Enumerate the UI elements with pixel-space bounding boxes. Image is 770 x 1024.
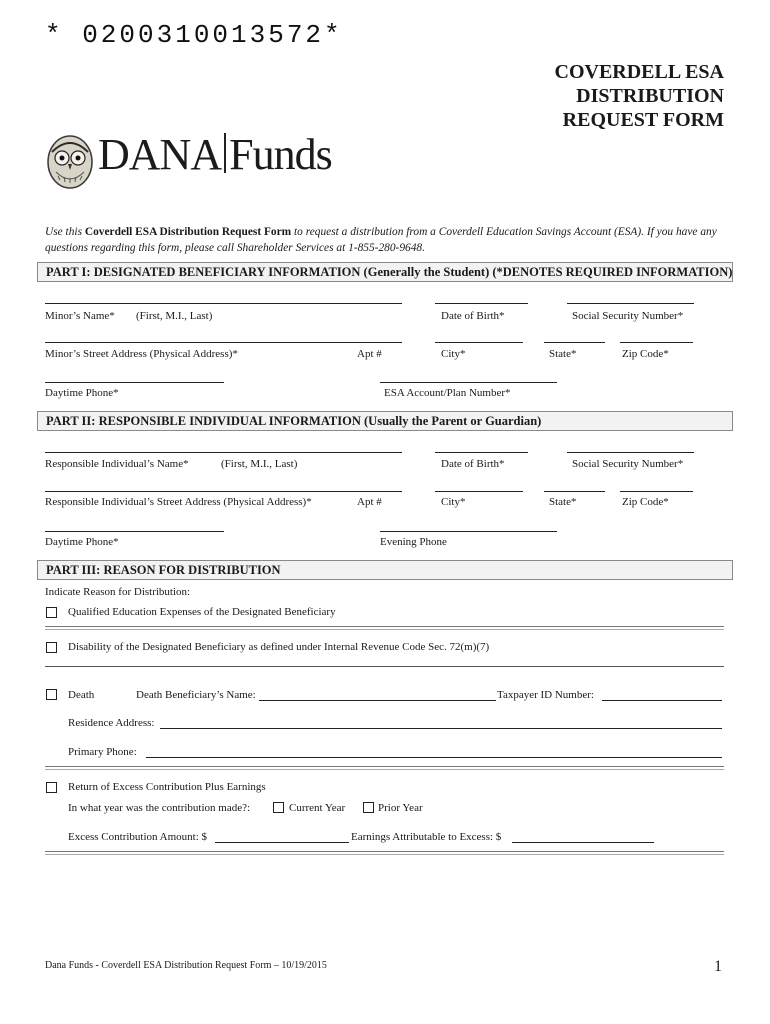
resp-apt-label: Apt # xyxy=(357,496,382,508)
excess-contribution-checkbox[interactable] xyxy=(46,782,57,793)
death-beneficiary-name-label: Death Beneficiary’s Name: xyxy=(136,689,256,701)
owl-icon xyxy=(44,130,96,190)
minor-zip-field[interactable] xyxy=(620,342,693,343)
minor-dob-label: Date of Birth* xyxy=(441,310,505,322)
resp-street-label: Responsible Individual’s Street Address (Physical Address)* xyxy=(45,496,312,508)
logo-text-dana: DANA xyxy=(98,130,222,179)
resp-evening-phone-field[interactable] xyxy=(380,531,557,532)
part2-heading: PART II: RESPONSIBLE INDIVIDUAL INFORMATION (Usually the Parent or Guardian) xyxy=(46,414,542,428)
minor-state-field[interactable] xyxy=(544,342,605,343)
minor-state-label: State* xyxy=(549,348,577,360)
resp-day-phone-label: Daytime Phone* xyxy=(45,536,119,548)
resp-city-label: City* xyxy=(441,496,466,508)
form-title-line-1: COVERDELL ESA xyxy=(554,61,724,83)
disability-label: Disability of the Designated Beneficiary as defined under Internal Revenue Code Sec. 72(m)(7) xyxy=(68,641,490,653)
current-year-checkbox[interactable] xyxy=(273,802,284,813)
intro-text xyxy=(45,224,735,256)
page-number: 1 xyxy=(714,958,722,975)
part1-header xyxy=(37,262,733,282)
form-title-line-2: DISTRIBUTION xyxy=(576,85,724,107)
earnings-field[interactable] xyxy=(512,842,654,843)
divider xyxy=(45,851,724,855)
footer-text: Dana Funds - Coverdell ESA Distribution Request Form – 10/19/2015 xyxy=(45,960,327,971)
intro-part-1: Use this xyxy=(45,226,85,238)
form-title-line-3: REQUEST FORM xyxy=(562,109,724,131)
resp-evening-phone-label: Evening Phone xyxy=(380,536,447,548)
barcode-number: * 0200310013572* xyxy=(45,20,343,50)
resp-name-format-label: (First, M.I., Last) xyxy=(221,458,298,470)
minor-ssn-label: Social Security Number* xyxy=(572,310,684,322)
part3-heading: PART III: REASON FOR DISTRIBUTION xyxy=(46,563,281,577)
excess-amount-field[interactable] xyxy=(215,842,349,843)
resp-state-label: State* xyxy=(549,496,577,508)
resp-ssn-label: Social Security Number* xyxy=(572,458,684,470)
part1-heading: PART I: DESIGNATED BENEFICIARY INFORMATION (Generally the Student) (*DENOTES REQUIRED INFORMATION) xyxy=(46,265,733,279)
minor-apt-label: Apt # xyxy=(357,348,382,360)
current-year-label: Current Year xyxy=(289,802,346,814)
intro-part-2: to request a distribution from a Coverdell Education Savings Account (ESA). If you have any questions regarding this form, please call Shareholder Services at 1-855-280-9648. xyxy=(45,226,717,254)
dana-funds-logo xyxy=(98,128,332,182)
minor-name-format-label: (First, M.I., Last) xyxy=(136,310,213,322)
minor-zip-label: Zip Code* xyxy=(622,348,669,360)
minor-name-label: Minor’s Name* xyxy=(45,310,115,322)
resp-day-phone-field[interactable] xyxy=(45,531,224,532)
esa-account-label: ESA Account/Plan Number* xyxy=(384,387,511,399)
death-checkbox[interactable] xyxy=(46,689,57,700)
resp-name-label: Responsible Individual’s Name* xyxy=(45,458,189,470)
qualified-expenses-checkbox[interactable] xyxy=(46,607,57,618)
contribution-year-question: In what year was the contribution made?: xyxy=(68,802,251,814)
logo-divider xyxy=(224,133,226,173)
primary-phone-field[interactable] xyxy=(146,757,722,758)
resp-zip-field[interactable] xyxy=(620,491,693,492)
divider xyxy=(45,666,724,667)
residence-address-label: Residence Address: xyxy=(68,717,155,729)
earnings-label: Earnings Attributable to Excess: $ xyxy=(351,831,502,843)
resp-name-field[interactable] xyxy=(45,452,402,453)
excess-amount-label: Excess Contribution Amount: $ xyxy=(68,831,208,843)
residence-address-field[interactable] xyxy=(160,728,722,729)
minor-street-label: Minor’s Street Address (Physical Address)* xyxy=(45,348,238,360)
minor-dob-field[interactable] xyxy=(435,303,528,304)
divider xyxy=(45,626,724,630)
death-label: Death xyxy=(68,689,95,701)
disability-checkbox[interactable] xyxy=(46,642,57,653)
resp-state-field[interactable] xyxy=(544,491,605,492)
resp-dob-label: Date of Birth* xyxy=(441,458,505,470)
form-title xyxy=(555,60,725,132)
resp-street-field[interactable] xyxy=(45,491,402,492)
logo-text-funds: Funds xyxy=(229,130,332,179)
minor-ssn-field[interactable] xyxy=(567,303,694,304)
part3-header xyxy=(37,560,733,580)
part2-header xyxy=(37,411,733,431)
resp-dob-field[interactable] xyxy=(435,452,528,453)
resp-city-field[interactable] xyxy=(435,491,523,492)
minor-phone-label: Daytime Phone* xyxy=(45,387,119,399)
resp-ssn-field[interactable] xyxy=(567,452,694,453)
resp-zip-label: Zip Code* xyxy=(622,496,669,508)
esa-account-field[interactable] xyxy=(380,382,557,383)
minor-city-field[interactable] xyxy=(435,342,523,343)
reason-instruction: Indicate Reason for Distribution: xyxy=(45,586,191,598)
qualified-expenses-label: Qualified Education Expenses of the Designated Beneficiary xyxy=(68,606,336,618)
death-beneficiary-name-field[interactable] xyxy=(259,700,496,701)
minor-city-label: City* xyxy=(441,348,466,360)
intro-bold: Coverdell ESA Distribution Request Form xyxy=(84,226,292,238)
excess-contribution-label: Return of Excess Contribution Plus Earnings xyxy=(68,781,266,793)
prior-year-checkbox[interactable] xyxy=(363,802,374,813)
minor-name-field[interactable] xyxy=(45,303,402,304)
taxpayer-id-field[interactable] xyxy=(602,700,722,701)
taxpayer-id-label: Taxpayer ID Number: xyxy=(497,689,594,701)
primary-phone-label: Primary Phone: xyxy=(68,746,137,758)
minor-phone-field[interactable] xyxy=(45,382,224,383)
divider xyxy=(45,766,724,770)
minor-street-field[interactable] xyxy=(45,342,402,343)
prior-year-label: Prior Year xyxy=(378,802,423,814)
